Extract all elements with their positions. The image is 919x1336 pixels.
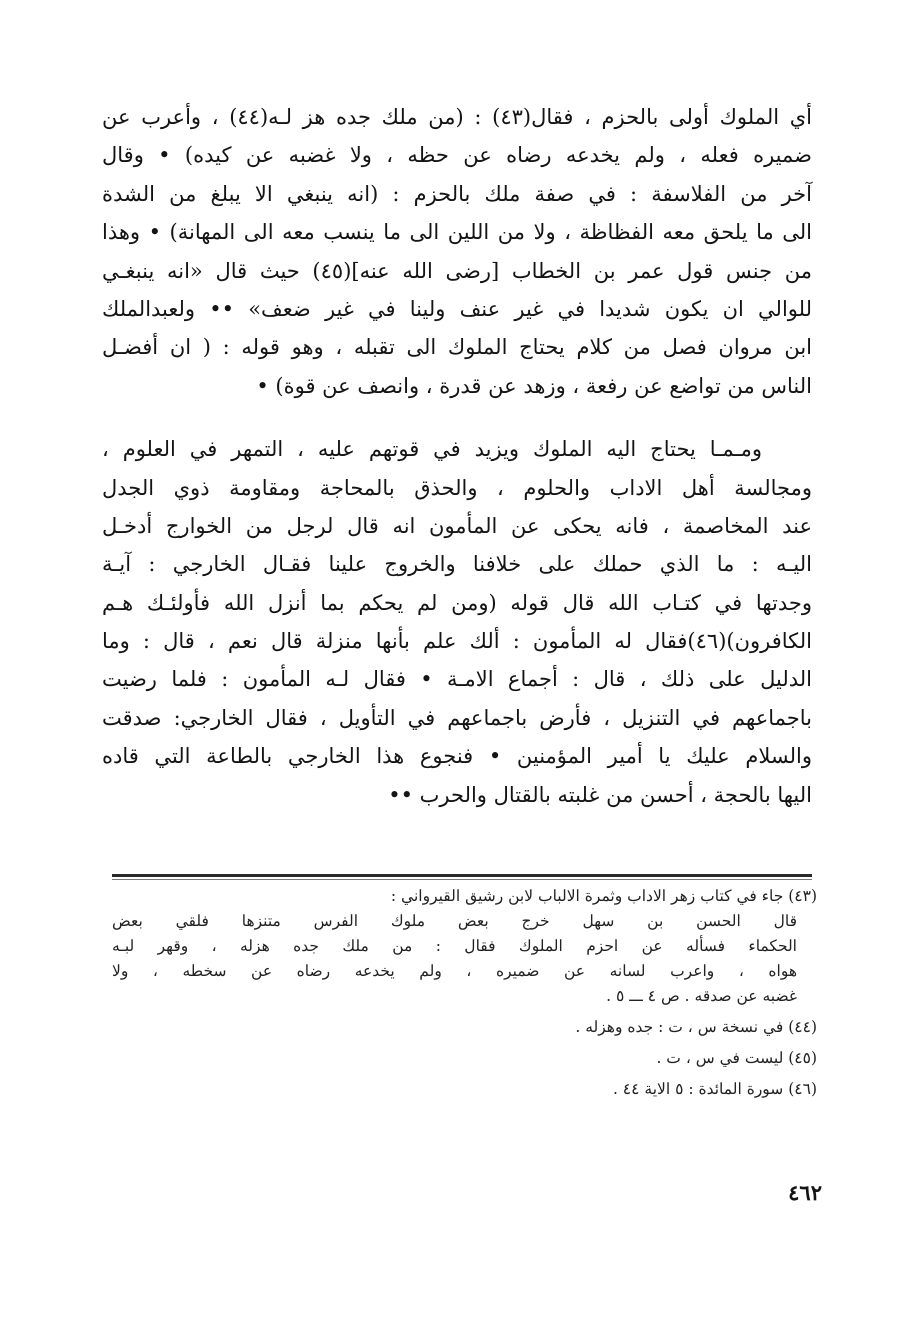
body-line: والسلام عليك يا أمير المؤمنين • فنجوع هذا الخارجي بالطاعة التي قاده <box>102 744 812 769</box>
body-line: أي الملوك أولى بالحزم ، فقال(٤٣) : (من ملك جده هز لـه(٤٤) ، وأعرب عن <box>102 105 813 129</box>
footnote-divider <box>112 874 812 877</box>
footnote-43-line: هواه ، واعرب لسانه عن ضميره ، ولم يخدعه رضاه عن سخطه ، ولا <box>112 962 797 980</box>
footnote-43-line: (٤٣) جاء في كتاب زهر الاداب وثمرة الالباب لابن رشيق القيرواني : <box>390 887 817 905</box>
paragraph-gap <box>102 405 812 430</box>
page-number: ٤٦٢ <box>788 1180 822 1205</box>
body-line: ضميره فعله ، ولم يخدعه رضاه عن حظه ، ولا غضبه عن كيده) • وقال <box>102 143 812 168</box>
footnotes-block <box>112 884 817 1102</box>
footnote-46: (٤٦) سورة المائدة : ٥ الاية ٤٤ . <box>612 1080 817 1098</box>
body-line: من جنس قول عمر بن الخطاب [رضى الله عنه](٤٥) حيث قال «انه ينبغـي <box>102 258 812 283</box>
footnote-43-line: غضبه عن صدقه . ص ٤ ـــ ٥ . <box>606 987 797 1005</box>
main-text-block <box>102 98 812 814</box>
body-line: عند المخاصمة ، فانه يحكى عن المأمون انه قال لرجل من الخوارج أدخـل <box>102 513 812 538</box>
body-line: للوالي ان يكون شديدا في غير عنف ولينا في غير ضعف» •• ولعبدالملك <box>102 296 812 321</box>
footnote-44: (٤٤) في نسخة س ، ت : جده وهزله . <box>575 1018 817 1036</box>
body-line: اليها بالحجة ، أحسن من غلبته بالقتال والحرب •• <box>388 782 812 807</box>
body-line: اليـه : ما الذي حملك على خلافنا والخروج علينا فقـال الخارجي : آيـة <box>102 552 812 577</box>
body-line: ابن مروان فصل من كلام يحتاج الملوك الى تقبله ، وهو قوله : ( ان أفضـل <box>102 335 812 360</box>
body-line: آخر من الفلاسفة : في صفة ملك بالحزم : (انه ينبغي الا يبلغ من الشدة <box>102 181 812 206</box>
body-line: الدليل على ذلك ، قال : أجماع الامـة • فقال لـه المأمون : فلما رضيت <box>102 667 812 692</box>
body-line: الى ما يلحق معه الفظاظة ، ولا من اللين الى ما ينسب معه الى المهانة) • وهذا <box>102 220 812 245</box>
body-line: ومجالسة أهل الاداب والحلوم ، والحذق بالمحاجة ومقاومة ذوي الجدل <box>102 475 812 500</box>
body-line: وجدتها في كتـاب الله قال قوله (ومن لم يحكم بما أنزل الله فأولئـك هـم <box>102 590 812 615</box>
footnote-divider-thin <box>112 879 812 880</box>
body-line: ومـمـا يحتاج اليه الملوك ويزيد في قوتهم عليه ، التمهر في العلوم ، <box>102 437 762 462</box>
body-line: الكافرون)(٤٦)فقال له المأمون : ألك علم بأنها منزلة قال نعم ، قال : وما <box>102 629 812 654</box>
body-line: باجماعهم في التنزيل ، فأرض باجماعهم في التأويل ، فقال الخارجي: صدقت <box>102 705 812 730</box>
footnote-43-line: الحكماء فسأله عن احزم الملوك فقال : من ملك جده هزله ، وقهر لبـه <box>112 937 797 955</box>
footnote-45: (٤٥) ليست في س ، ت . <box>656 1049 817 1067</box>
body-line: الناس من تواضع عن رفعة ، وزهد عن قدرة ، وانصف عن قوة) • <box>256 373 812 398</box>
footnote-43-line: قال الحسن بن سهل خرج بعض ملوك الفرس متنزها فلقي بعض <box>112 912 797 930</box>
